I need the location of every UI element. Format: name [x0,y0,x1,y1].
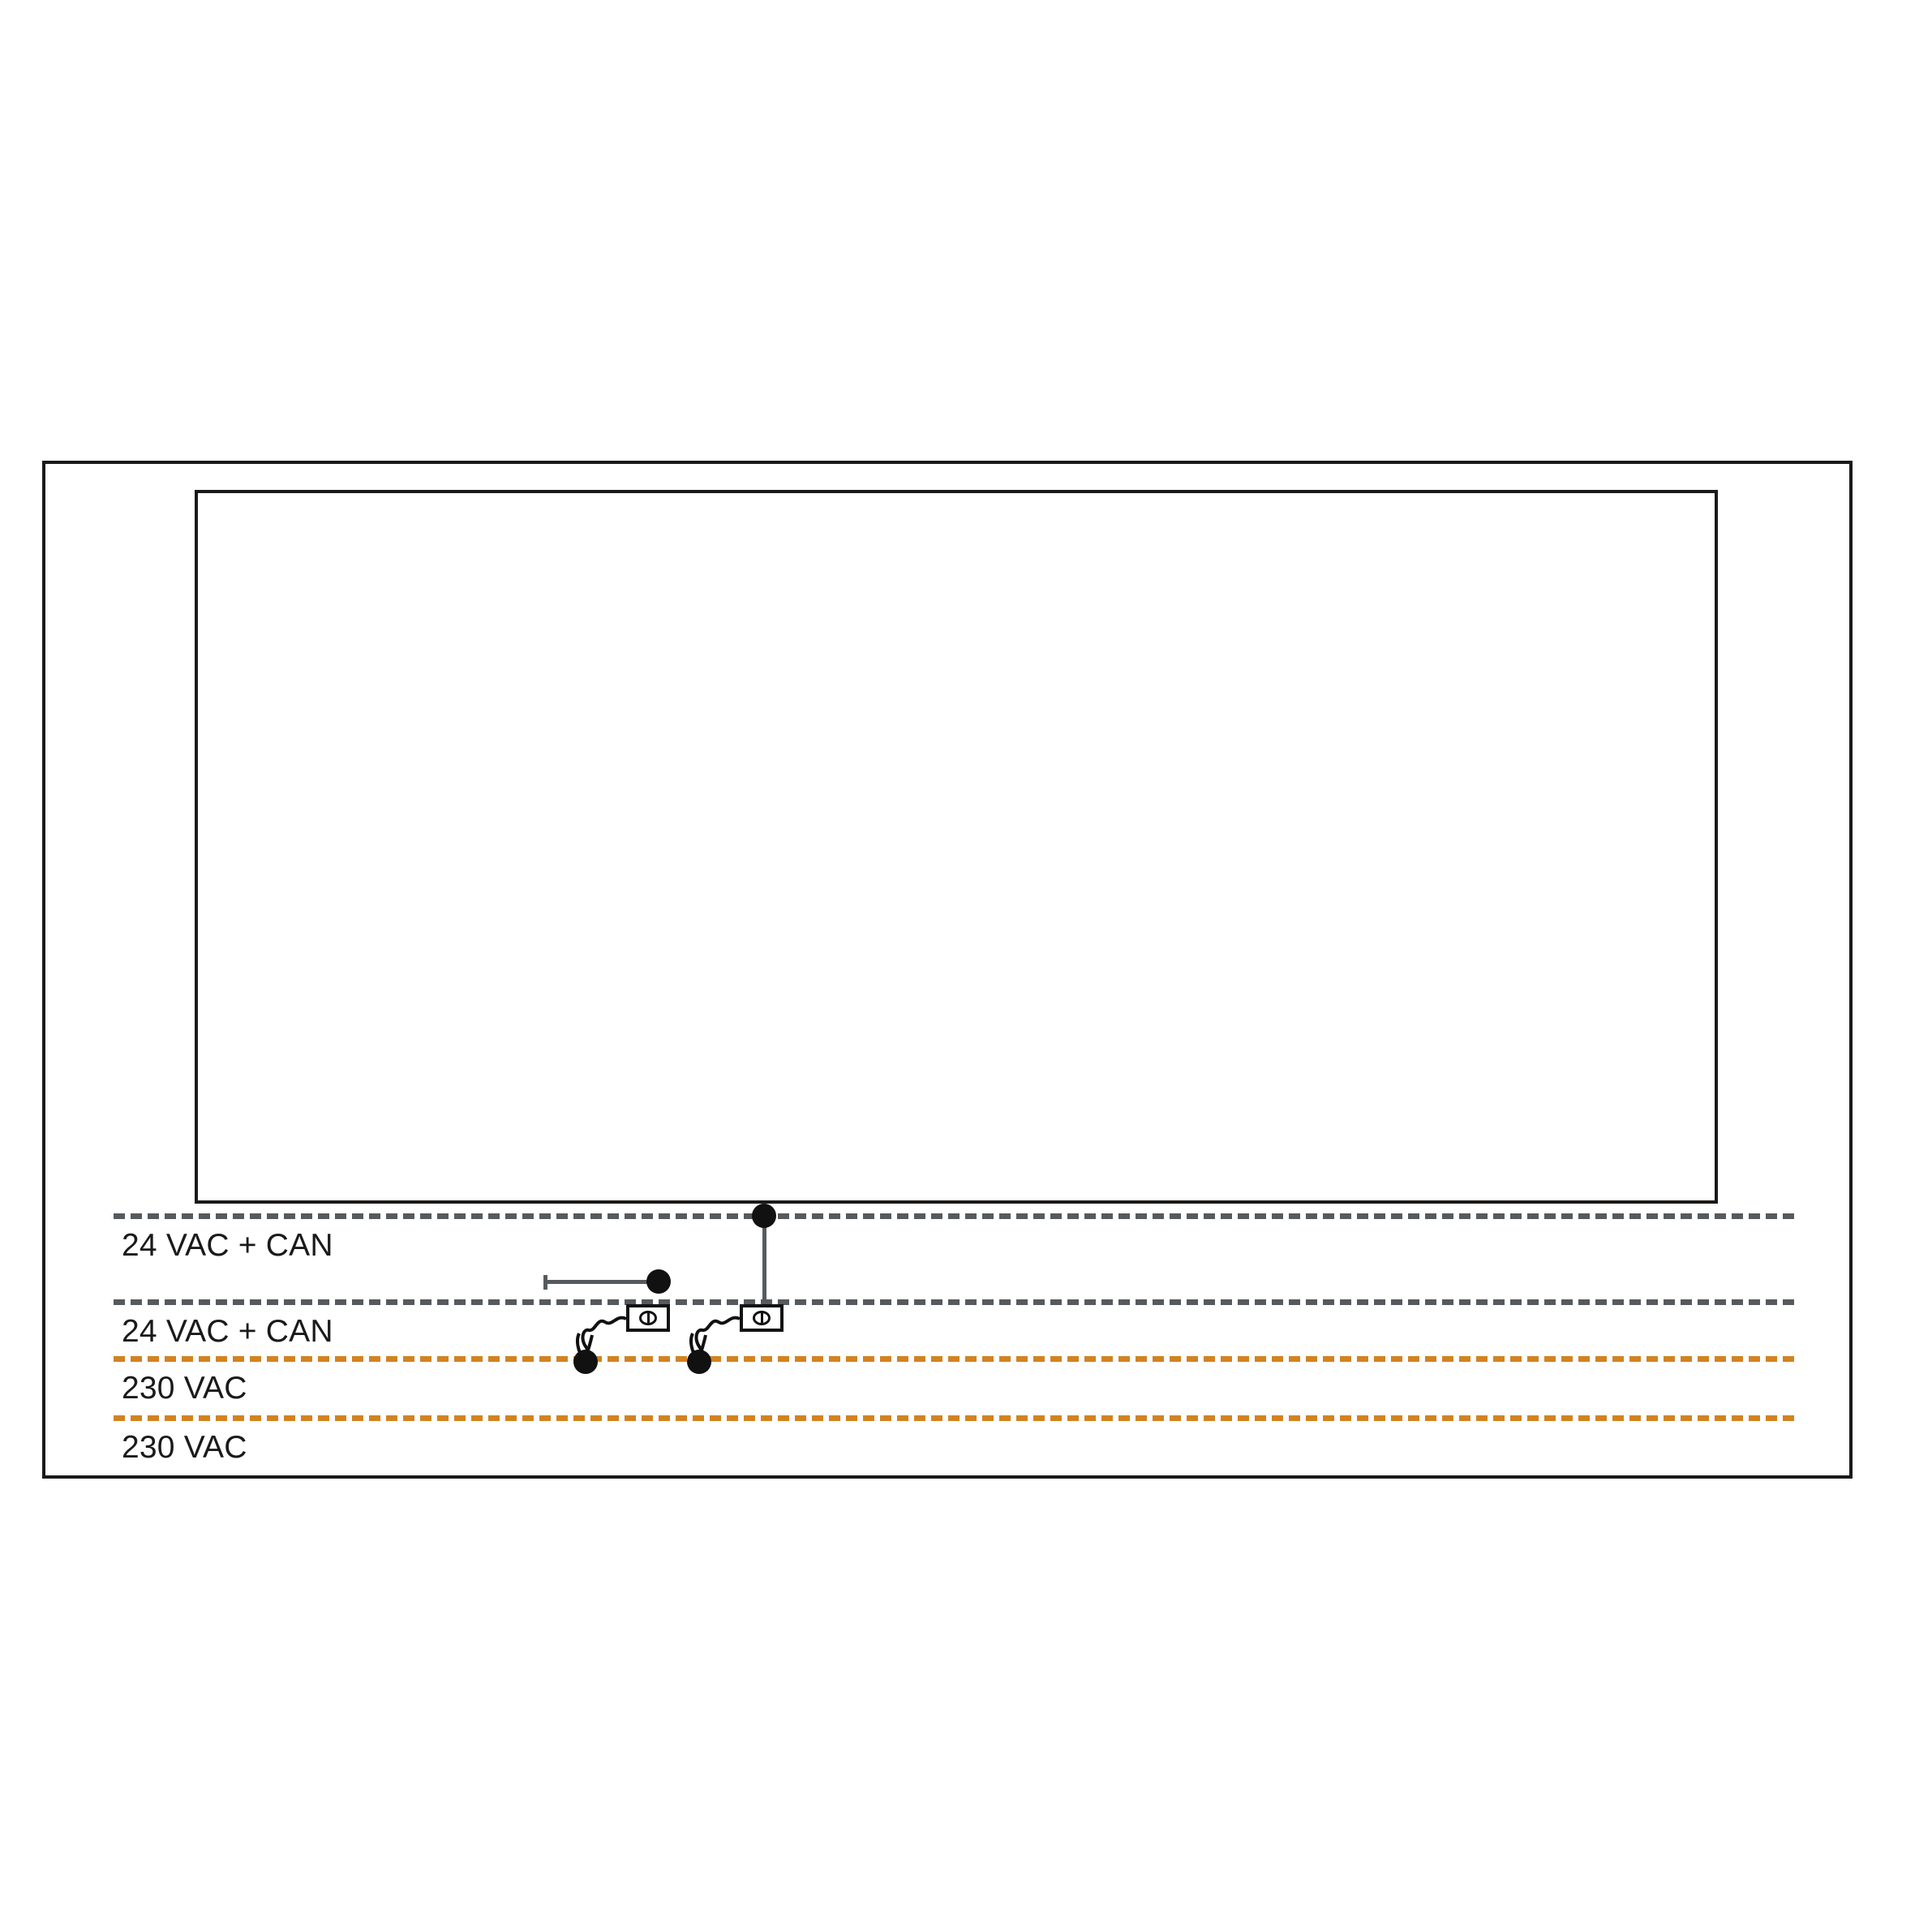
inner-panel-frame [195,490,1718,1204]
stub-terminator-cap [543,1275,547,1290]
bus-line-mains-2 [114,1415,1794,1421]
bus-label-can-2: 24 VAC + CAN [122,1314,333,1349]
drop-line-can-vertical [762,1217,766,1301]
stub-line-can-horizontal [545,1280,659,1284]
junction-dot-can-mid [646,1269,671,1294]
junction-dot-mains-left [573,1350,598,1374]
bus-line-can-2 [114,1299,1794,1305]
bus-label-mains-2: 230 VAC [122,1430,247,1465]
bus-label-can-1: 24 VAC + CAN [122,1228,333,1263]
bus-line-mains-1 [114,1356,1794,1362]
bus-label-mains-1: 230 VAC [122,1371,247,1406]
junction-dot-mains-right [687,1350,711,1374]
bus-line-can-1 [114,1213,1794,1219]
junction-dot-can-top [752,1204,776,1228]
